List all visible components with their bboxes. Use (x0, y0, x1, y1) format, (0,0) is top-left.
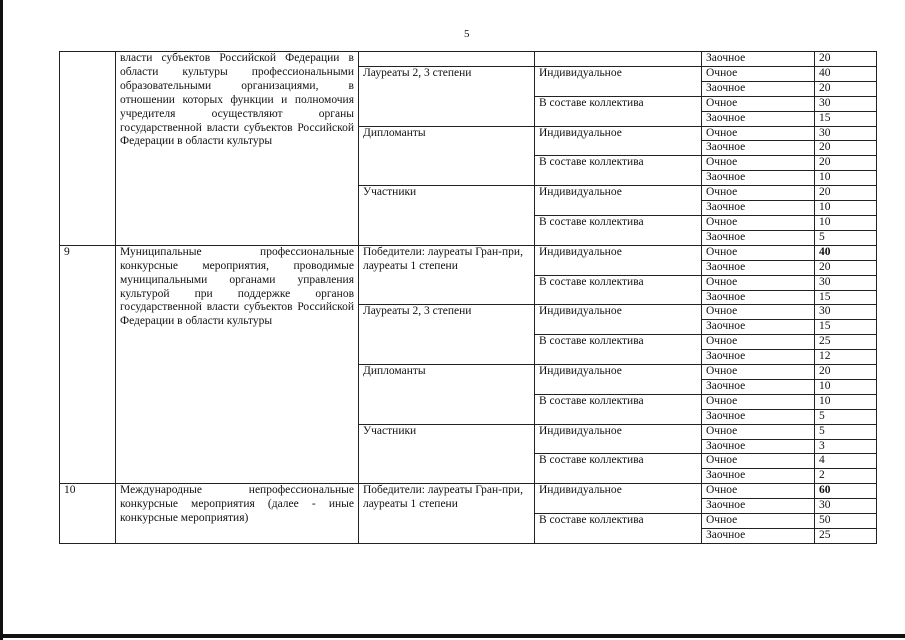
participation-form: Заочное (702, 290, 815, 305)
points-value: 20 (815, 52, 877, 67)
participation-form: Заочное (702, 111, 815, 126)
row-description: Международные непрофессиональные конкурсные мероприятия (далее - иные конкурсные мероприятия) (116, 484, 359, 544)
participation-kind: В составе коллектива (535, 454, 702, 484)
participation-kind: Индивидуальное (535, 186, 702, 216)
participation-kind: В составе коллектива (535, 96, 702, 126)
participation-form: Заочное (702, 81, 815, 96)
participation-kind: Индивидуальное (535, 305, 702, 335)
points-value: 15 (815, 111, 877, 126)
participation-form: Заочное (702, 320, 815, 335)
scan-border-left (0, 0, 3, 640)
achievement-title: Лауреаты 2, 3 степени (359, 66, 535, 126)
points-table (59, 51, 877, 544)
points-value: 3 (815, 439, 877, 454)
table-row (60, 245, 877, 260)
participation-form: Очное (702, 96, 815, 111)
participation-form: Заочное (702, 499, 815, 514)
participation-form: Очное (702, 275, 815, 290)
participation-kind: В составе коллектива (535, 394, 702, 424)
points-value: 30 (815, 126, 877, 141)
participation-form: Заочное (702, 171, 815, 186)
points-value: 10 (815, 394, 877, 409)
participation-form: Очное (702, 245, 815, 260)
participation-kind: Индивидуальное (535, 484, 702, 514)
row-number: 10 (60, 484, 116, 544)
participation-form: Заочное (702, 439, 815, 454)
points-value: 15 (815, 320, 877, 335)
points-value: 25 (815, 335, 877, 350)
points-value: 30 (815, 305, 877, 320)
participation-kind: Индивидуальное (535, 126, 702, 156)
points-value: 15 (815, 290, 877, 305)
points-value: 5 (815, 409, 877, 424)
points-value: 40 (815, 66, 877, 81)
participation-form: Заочное (702, 379, 815, 394)
row-description: Муниципальные профессиональные конкурсные мероприятия, проводимые муниципальными органами управления культурой при поддержке органов государственной власти субъектов Российской Федерации в области культуры (116, 245, 359, 484)
achievement-title: Участники (359, 424, 535, 484)
points-value: 4 (815, 454, 877, 469)
points-value: 20 (815, 81, 877, 96)
participation-form: Заочное (702, 529, 815, 544)
achievement-title: Участники (359, 186, 535, 246)
points-value: 20 (815, 260, 877, 275)
points-value: 10 (815, 379, 877, 394)
participation-form: Очное (702, 126, 815, 141)
points-value: 5 (815, 230, 877, 245)
participation-form: Очное (702, 305, 815, 320)
row-number (60, 52, 116, 246)
table-row (60, 52, 877, 67)
participation-form: Очное (702, 66, 815, 81)
points-value: 10 (815, 215, 877, 230)
points-value: 30 (815, 499, 877, 514)
points-value: 20 (815, 365, 877, 380)
points-value: 5 (815, 424, 877, 439)
achievement-title (359, 52, 535, 67)
participation-form: Заочное (702, 469, 815, 484)
points-value: 10 (815, 171, 877, 186)
achievement-title: Дипломанты (359, 126, 535, 186)
points-value: 40 (815, 245, 877, 260)
participation-kind: Индивидуальное (535, 424, 702, 454)
participation-kind: В составе коллектива (535, 275, 702, 305)
participation-form: Заочное (702, 230, 815, 245)
participation-form: Очное (702, 156, 815, 171)
participation-form: Очное (702, 335, 815, 350)
participation-kind: В составе коллектива (535, 156, 702, 186)
achievement-title: Победители: лауреаты Гран-при, лауреаты 1 степени (359, 484, 535, 544)
achievement-title: Лауреаты 2, 3 степени (359, 305, 535, 365)
points-value: 2 (815, 469, 877, 484)
points-value: 60 (815, 484, 877, 499)
row-number: 9 (60, 245, 116, 484)
row-description: власти субъектов Российской Федерации в области культуры профессиональными образовательными организациями, в отношении которых функции и полномочия учредителя осуществляют органы государственной власти субъектов Российской Федерации в области культуры (116, 52, 359, 246)
participation-form: Заочное (702, 52, 815, 67)
points-value: 25 (815, 529, 877, 544)
participation-form: Заочное (702, 141, 815, 156)
participation-form: Очное (702, 454, 815, 469)
participation-form: Заочное (702, 260, 815, 275)
points-value: 50 (815, 514, 877, 529)
achievement-title: Победители: лауреаты Гран-при, лауреаты 1 степени (359, 245, 535, 305)
points-value: 30 (815, 96, 877, 111)
participation-kind: Индивидуальное (535, 66, 702, 96)
participation-form: Заочное (702, 201, 815, 216)
points-value: 30 (815, 275, 877, 290)
participation-form: Заочное (702, 350, 815, 365)
points-value: 20 (815, 186, 877, 201)
participation-form: Очное (702, 484, 815, 499)
participation-kind: В составе коллектива (535, 514, 702, 544)
participation-kind: В составе коллектива (535, 215, 702, 245)
points-table-body (60, 52, 877, 544)
participation-form: Очное (702, 514, 815, 529)
page-number: 5 (464, 28, 470, 40)
achievement-title: Дипломанты (359, 365, 535, 425)
participation-form: Очное (702, 186, 815, 201)
table-row (60, 484, 877, 499)
points-value: 12 (815, 350, 877, 365)
participation-kind: Индивидуальное (535, 365, 702, 395)
points-value: 10 (815, 201, 877, 216)
participation-form: Очное (702, 215, 815, 230)
participation-form: Заочное (702, 409, 815, 424)
participation-form: Очное (702, 424, 815, 439)
scan-border-bottom (0, 634, 905, 638)
participation-form: Очное (702, 365, 815, 380)
participation-kind: В составе коллектива (535, 335, 702, 365)
participation-form: Очное (702, 394, 815, 409)
participation-kind: Индивидуальное (535, 245, 702, 275)
points-value: 20 (815, 141, 877, 156)
points-value: 20 (815, 156, 877, 171)
participation-kind (535, 52, 702, 67)
